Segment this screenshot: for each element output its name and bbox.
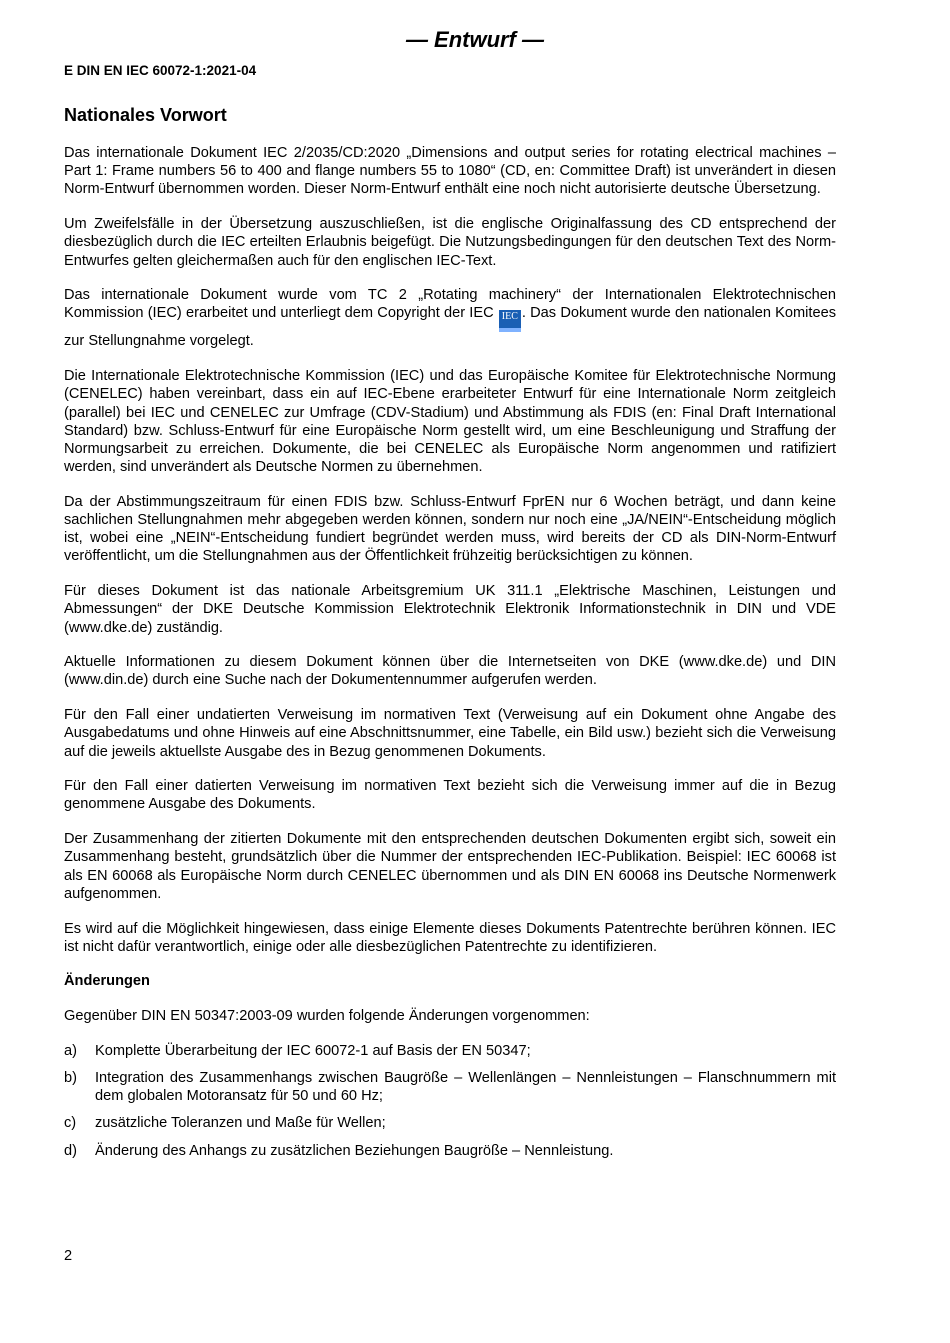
changes-list — [64, 1042, 836, 1160]
changes-heading: Änderungen — [64, 973, 150, 990]
paragraph: Das internationale Dokument IEC 2/2035/CD:2020 „Dimensions and output series for rotating electrical machines – Part 1: Frame numbers 56 to 400 and flange numbers 55 to 1080“ (CD, en: Committee Draft) ist unverändert in diesen Norm-Entwurf übernommen worden. Dieser Norm-Entwurf enthält eine noch nicht autorisierte deutsche Übersetzung. — [64, 145, 836, 198]
list-item — [64, 1042, 836, 1060]
list-marker: b) — [64, 1070, 77, 1087]
list-item-text: Komplette Überarbeitung der IEC 60072-1 auf Basis der EN 50347; — [95, 1042, 531, 1059]
document-id: E DIN EN IEC 60072-1:2021-04 — [64, 63, 257, 78]
list-item — [64, 1142, 836, 1160]
list-item-text: Änderung des Anhangs zu zusätzlichen Beziehungen Baugröße – Nennleistung. — [95, 1142, 614, 1159]
paragraph-text: Das internationale Dokument wurde vom TC 2 „Rotating machinery“ der Internationalen Elektrotechnischen Kommission (IEC) erarbeitet und unterliegt dem Copyright der IEC — [64, 287, 836, 322]
document-body — [64, 144, 836, 1169]
paragraph: Aktuelle Informationen zu diesem Dokument können über die Internetseiten von DKE (www.dke.de) und DIN (www.din.de) durch eine Suche nach der Dokumentennummer aufgerufen werden. — [64, 654, 836, 689]
list-item — [64, 1069, 836, 1105]
paragraph: Da der Abstimmungszeitraum für einen FDIS bzw. Schluss-Entwurf FprEN nur 6 Wochen beträgt, und dann keine sachlichen Stellungnahmen mehr abgegeben werden können, sondern nur noch eine „JA/NEIN“-Entscheidung möglich ist, wobei eine „NEIN“-Entscheidung fundiert begründet werden muss, wird bereits der CD als DIN-Norm-Entwurf veröffentlicht, um die Stellungnahmen aus der Öffentlichkeit frühzeitig berücksichtigen zu können. — [64, 493, 836, 565]
paragraph: Der Zusammenhang der zitierten Dokumente mit den entsprechenden deutschen Dokumenten ergibt sich, soweit ein Zusammenhang besteht, grundsätzlich über die Nummer der entsprechenden IEC-Publikation. Beispiel: IEC 60068 ist als EN 60068 als Europäische Norm durch CENELEC übernommen und als DIN EN 60068 ins Deutsche Normenwerk aufgenommen. — [64, 831, 836, 902]
list-marker: a) — [64, 1042, 77, 1059]
paragraph: Es wird auf die Möglichkeit hingewiesen, dass einige Elemente dieses Dokuments Patentrechte berühren können. IEC ist nicht dafür verantwortlich, einige oder alle diesbezüglichen Patentrechte zu identifizieren. — [64, 920, 836, 955]
paragraph: Die Internationale Elektrotechnische Kommission (IEC) und das Europäische Komitee für Elektrotechnische Normung (CENELEC) haben vereinbart, dass ein auf IEC-Ebene erarbeiteter Entwurf für eine Internationale Norm zeitgleich (parallel) bei IEC und CENELEC zur Umfrage (CDV-Stadium) und Abstimmung als FDIS (en: Final Draft International Standard) bzw. Schluss-Entwurf für eine Europäische Norm gestellt wird, um eine Beschleunigung und Straffung der Normungsarbeit zu erreichen. Dokumente, die bei CENELEC als Europäische Norm angenommen und ratifiziert werden, sind unverändert als Deutsche Normen zu übernehmen. — [64, 368, 836, 476]
paragraph: Für dieses Dokument ist das nationale Arbeitsgremium UK 311.1 „Elektrische Maschinen, Leistungen und Abmessungen“ der DKE Deutsche Kommission Elektrotechnik Elektronik Informationstechnik in DIN und VDE (www.dke.de) zuständig. — [64, 583, 836, 636]
list-item-text: zusätzliche Toleranzen und Maße für Wellen; — [95, 1115, 386, 1132]
changes-intro: Gegenüber DIN EN 50347:2003-09 wurden folgende Änderungen vorgenommen: — [64, 1008, 590, 1025]
paragraph: Für den Fall einer datierten Verweisung im normativen Text bezieht sich die Verweisung immer auf die in Bezug genommene Ausgabe des Dokuments. — [64, 778, 836, 813]
paragraph-copyright — [64, 286, 836, 350]
paragraph-text: . Das Dokument wurde den nationalen Komitees zur Stellungnahme vorgelegt. — [64, 305, 837, 350]
list-marker: d) — [64, 1142, 77, 1159]
page-number: 2 — [64, 1248, 73, 1264]
paragraph: Um Zweifelsfälle in der Übersetzung auszuschließen, ist die englische Originalfassung des CD entsprechend der diesbezüglich durch die IEC erteilten Erlaubnis beigefügt. Die Nutzungsbedingungen für den deutschen Text des Norm-Entwurfes gelten gleichermaßen auch für den englischen IEC-Text. — [64, 216, 836, 269]
section-heading: Nationales Vorwort — [64, 105, 227, 125]
list-marker: c) — [64, 1115, 77, 1132]
list-item — [64, 1114, 836, 1132]
list-item-text: Integration des Zusammenhangs zwischen Baugröße – Wellenlängen – Nennleistungen – Flanschnummern mit dem globalen Motoransatz für 50 und 60 Hz; — [95, 1070, 836, 1105]
iec-logo-icon: IEC — [499, 310, 521, 332]
paragraph: Für den Fall einer undatierten Verweisung im normativen Text (Verweisung auf ein Dokument ohne Angabe des Ausgabedatums und ohne Hinweis auf eine Abschnittsnummer, eine Tabelle, ein Bild usw.) bezieht sich die Verweisung auf die jeweils aktuellste Ausgabe des in Bezug genommenen Dokuments. — [64, 707, 836, 760]
draft-banner: — Entwurf — — [405, 27, 545, 52]
